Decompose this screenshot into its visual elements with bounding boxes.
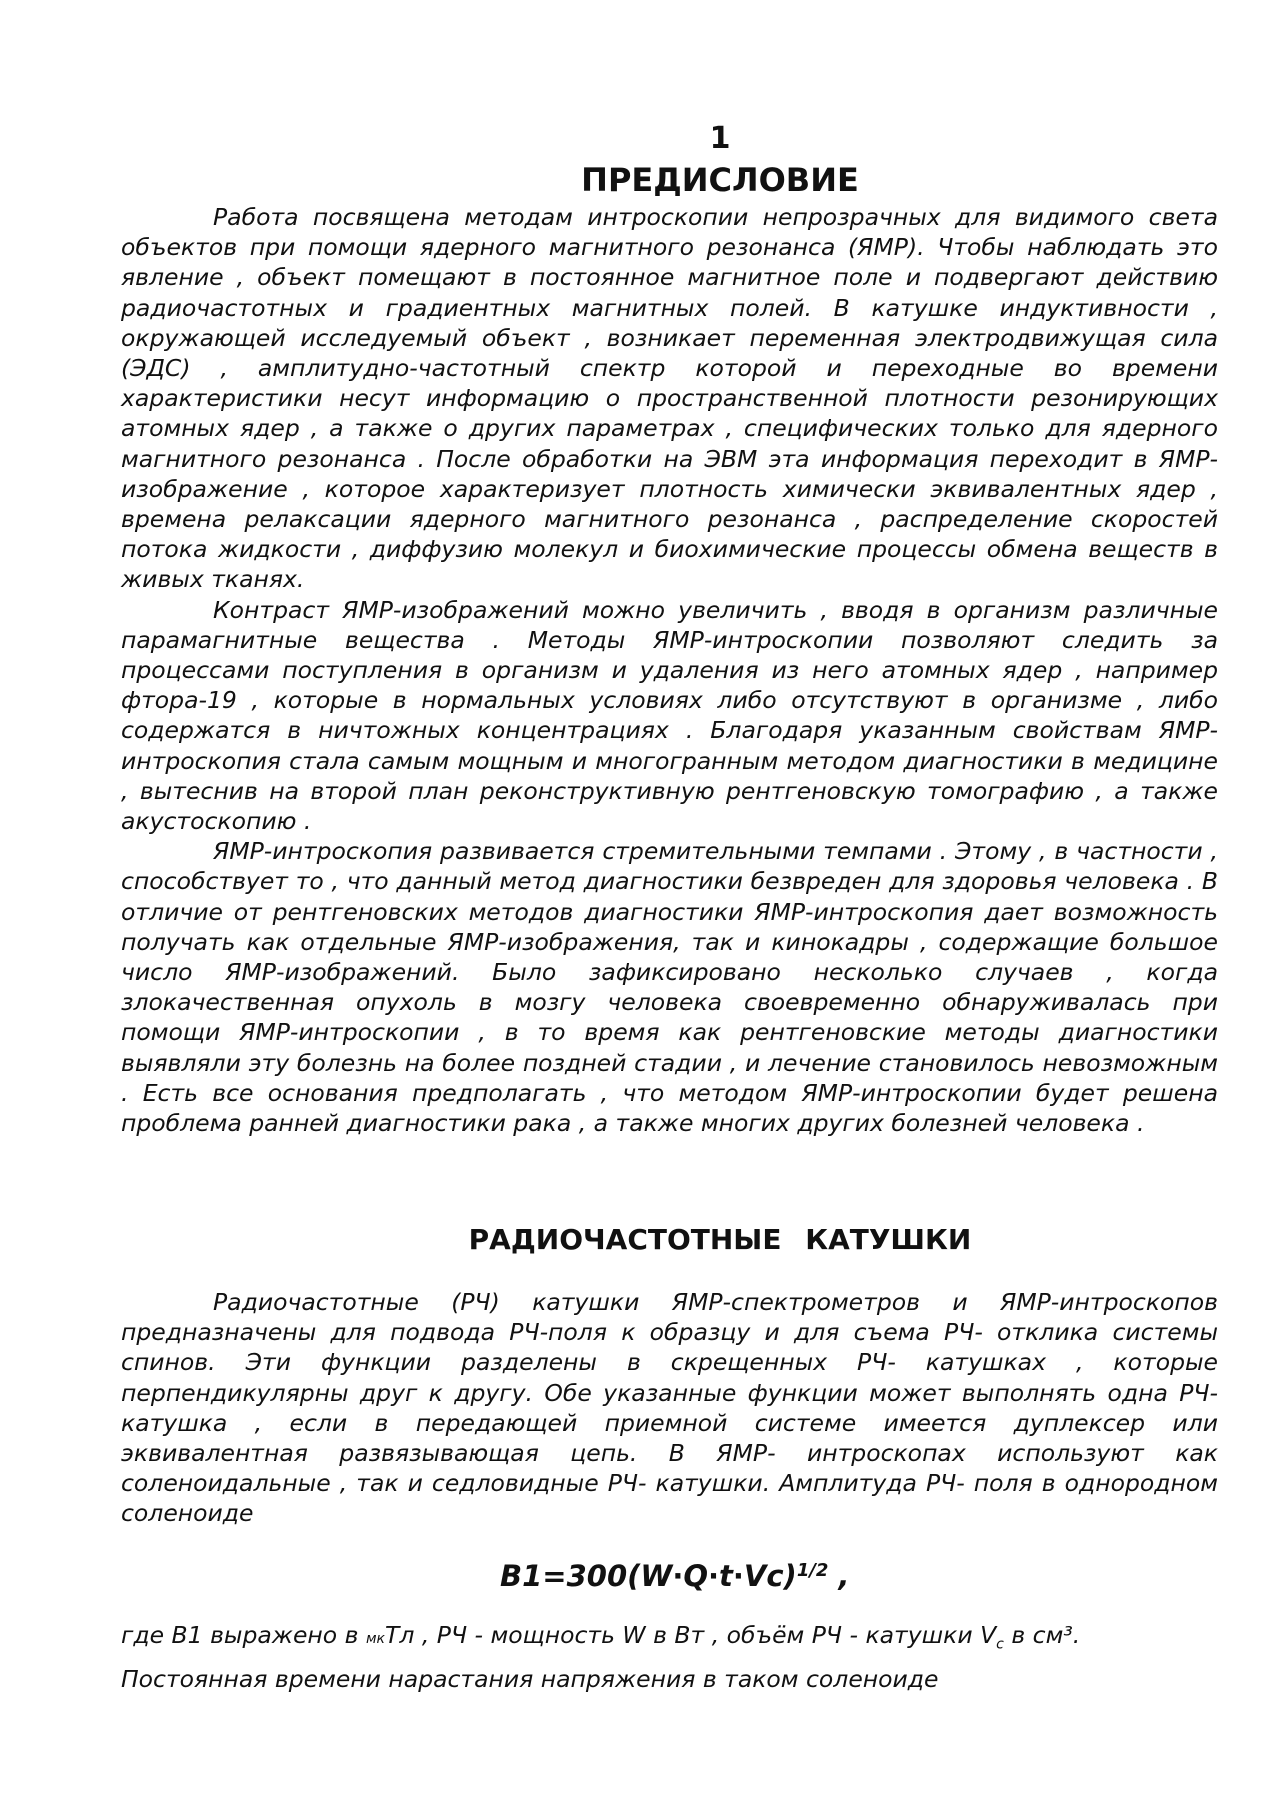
explanation-part-2: Тл , РЧ - мощность W в Вт , объём РЧ - катушки V <box>384 1621 997 1649</box>
volume-subscript: c <box>996 1636 1004 1653</box>
page-number: 1 <box>709 121 731 156</box>
intro-paragraph-1: Работа посвящена методам интроскопии непрозрачных для видимого света объектов при помощи ядерного магнитного резонанса (ЯМР). Чтобы наблюдать это явление , объект помещают в постоянное магнитное поле и подвергают действию радиочастотных и градиентных магнитных полей. В катушке индуктивности , окружающей исследуемый объект , возникает переменная электродвижущая сила (ЭДС) , амплитудно-частотный спектр которой и переходные во времени характеристики несут информацию о пространственной плотности резонирующих атомных ядер , а также о других параметрах , специфических только для ядерного магнитного резонанса . После обработки на ЭВМ эта информация переходит в ЯМР-изображение , которое характеризует плотность химически эквивалентных ядер , времена релаксации ядерного магнитного резонанса , распределение скоростей потока жидкости , диффузию молекул и биохимические процессы обмена веществ в живых тканях. <box>121 203 1218 594</box>
coils-heading: РАДИОЧАСТОТНЫЕ КАТУШКИ <box>468 1223 972 1256</box>
section-title: ПРЕДИСЛОВИЕ <box>581 161 859 199</box>
formula-main: B1=300(W⋅Q⋅t⋅Vc) <box>500 1559 797 1593</box>
intro-paragraph-2: Контраст ЯМР-изображений можно увеличить , вводя в организм различные парамагнитные вещества . Методы ЯМР-интроскопии позволяют следить за процессами поступления в организм и удаления из него атомных ядер , например фтора-19 , которые в нормальных условиях либо отсутствуют в организме , либо содержатся в ничтожных концентрациях . Благодаря указанным свойствам ЯМР-интроскопия стала самым мощным и многогранным методом диагностики в медицине , вытеснив на второй план реконструктивную рентгеновскую томографию , а также акустоскопию . <box>121 595 1218 836</box>
intro-paragraph-3: ЯМР-интроскопия развивается стремительными темпами . Этому , в частности , способствует то , что данный метод диагностики безвреден для здоровья человека . В отличие от рентгеновских методов диагностики ЯМР-интроскопия дает возможность получать как отдельные ЯМР-изображения, так и кинокадры , содержащие большое число ЯМР-изображений. Было зафиксировано несколько случаев , когда злокачественная опухоль в мозгу человека своевременно обнаруживалась при помощи ЯМР-интроскопии , в то время как рентгеновские методы диагностики выявляли эту болезнь на более поздней стадии , и лечение становилось невозможным . Есть все основания предполагать , что методом ЯМР-интроскопии будет решена проблема ранней диагностики рака , а также многих других болезней человека . <box>121 837 1218 1138</box>
formula-exponent: 1/2 <box>796 1560 829 1581</box>
unit-prefix: мк <box>365 1631 385 1647</box>
explanation-line <box>121 1618 1218 1662</box>
rf-field-formula <box>500 1551 850 1596</box>
time-constant-line: Постоянная времени нарастания напряжения в таком соленоиде <box>121 1664 939 1693</box>
formula-suffix: , <box>828 1559 850 1593</box>
coils-paragraph: Радиочастотные (РЧ) катушки ЯМР-спектрометров и ЯМР-интроскопов предназначены для подвода РЧ-поля к образцу и для съема РЧ- отклика системы спинов. Эти функции разделены в скрещенных РЧ- катушках , которые перпендикулярны друг к другу. Обе указанные функции может выполнять одна РЧ- катушка , если в передающей приемной системе имеется дуплексер или эквивалентная развязывающая цепь. В ЯМР- интроскопах используют как соленоидальные , так и седловидные РЧ- катушки. Амплитуда РЧ- поля в однородном соленоиде <box>121 1288 1218 1528</box>
coils-section <box>121 1287 1218 1529</box>
intro-section <box>121 202 1218 1138</box>
explanation-part-3: в см³. <box>1003 1621 1081 1649</box>
formula-explanation <box>121 1618 1218 1696</box>
explanation-part-1: где В1 выражено в <box>121 1621 366 1649</box>
